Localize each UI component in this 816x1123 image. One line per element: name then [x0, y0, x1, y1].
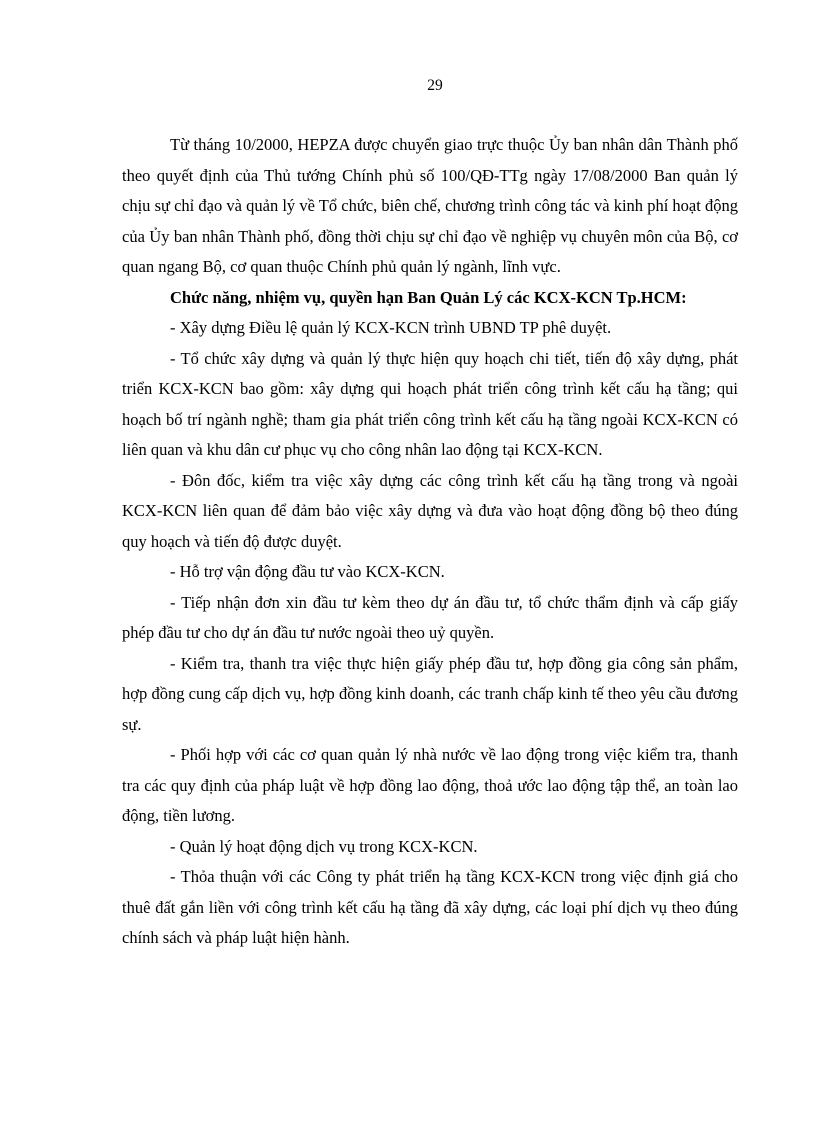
list-item: - Đôn đốc, kiểm tra việc xây dựng các công trình kết cấu hạ tầng trong và ngoài KCX-KCN liên quan để đảm bảo việc xây dựng và đưa vào hoạt động đồng bộ theo đúng quy hoạch và tiến độ được duyệt. [122, 470, 738, 551]
page-number: 29 [427, 77, 443, 94]
list-item: - Thỏa thuận với các Công ty phát triển hạ tầng KCX-KCN trong việc định giá cho thuê đất gắn liền với công trình kết cấu hạ tầng đã xây dựng, các loại phí dịch vụ theo đúng chính sách và pháp luật hiện hành. [122, 867, 738, 947]
section-heading: Chức năng, nhiệm vụ, quyền hạn Ban Quản Lý các KCX-KCN Tp.HCM: [170, 287, 687, 307]
list-item: - Quản lý hoạt động dịch vụ trong KCX-KCN. [170, 836, 478, 856]
list-item: - Kiểm tra, thanh tra việc thực hiện giấy phép đầu tư, hợp đồng gia công sản phẩm, hợp đồng cung cấp dịch vụ, hợp đồng kinh doanh, các tranh chấp kinh tế theo yêu cầu đương sự. [122, 653, 738, 734]
list-item: - Hỗ trợ vận động đầu tư vào KCX-KCN. [170, 562, 445, 581]
intro-paragraph: Từ tháng 10/2000, HEPZA được chuyển giao trực thuộc Ủy ban nhân dân Thành phố theo quyết định của Thủ tướng Chính phủ số 100/QĐ-TTg ngày 17/08/2000 Ban quản lý chịu sự chỉ đạo và quản lý về Tổ chức, biên chế, chương trình công tác và kinh phí hoạt động của Ủy ban nhân Thành phố, đồng thời chịu sự chỉ đạo về nghiệp vụ chuyên môn của Bộ, cơ quan ngang Bộ, cơ quan thuộc Chính phủ quản lý ngành, lĩnh vực. [122, 135, 738, 276]
list-item: - Phối hợp với các cơ quan quản lý nhà nước về lao động trong việc kiểm tra, thanh tra các quy định của pháp luật về hợp đồng lao động, thoả ước lao động tập thể, an toàn lao động, tiền lương. [122, 745, 738, 825]
list-item: - Xây dựng Điều lệ quản lý KCX-KCN trình UBND TP phê duyệt. [170, 318, 612, 337]
document-body [122, 130, 738, 954]
list-item: - Tiếp nhận đơn xin đầu tư kèm theo dự án đầu tư, tổ chức thẩm định và cấp giấy phép đầu tư cho dự án đầu tư nước ngoài theo uỷ quyền. [122, 592, 738, 642]
list-item: - Tổ chức xây dựng và quản lý thực hiện quy hoạch chi tiết, tiến độ xây dựng, phát triển KCX-KCN bao gồm: xây dựng qui hoạch phát triển công trình kết cấu hạ tầng; qui hoạch bố trí ngành nghề; tham gia phát triển công trình kết cấu hạ tầng ngoài KCX-KCN có liên quan và khu dân cư phục vụ cho công nhân lao động tại KCX-KCN. [122, 348, 738, 459]
